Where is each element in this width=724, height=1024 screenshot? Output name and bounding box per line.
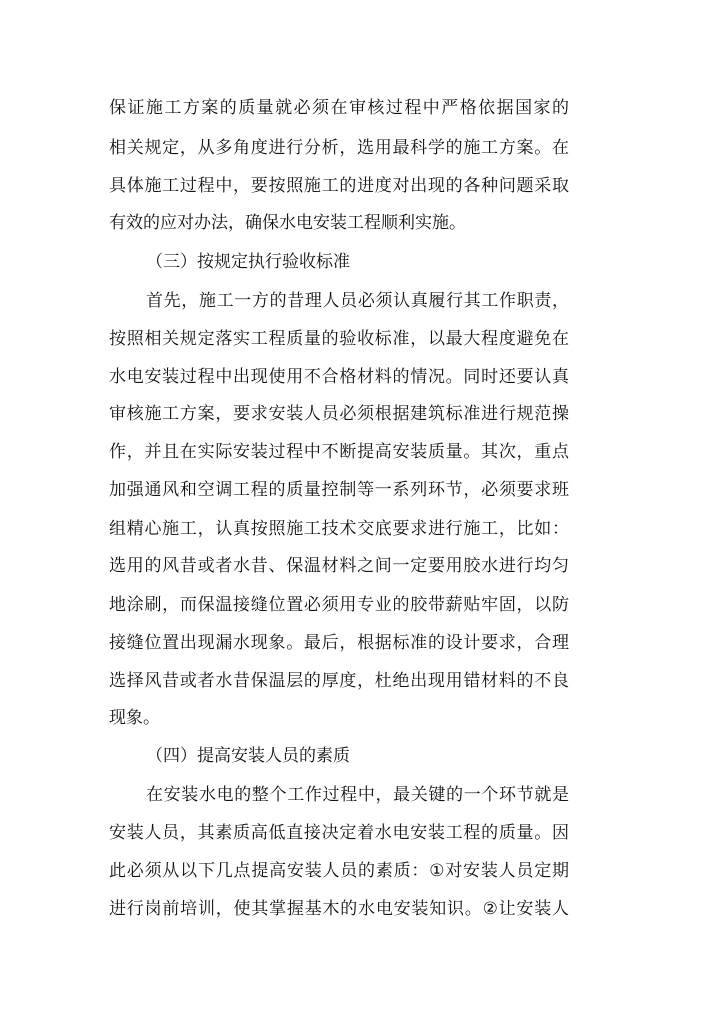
paragraph-line: 有效的应对办法，确保水电安装工程顺利实施。 <box>109 213 466 233</box>
paragraph-line: 接缝位置出现漏水现象。最后，根据标准的设计要求，合理 <box>109 633 569 653</box>
section-heading: （三）按规定执行验收标准 <box>146 252 350 272</box>
paragraph-line: 首先，施工一方的昔理人员必须认真履行其工作职责， <box>146 291 569 311</box>
paragraph-line: 相关规定，从多角度进行分析，选用最科学的施工方案。在 <box>109 138 569 158</box>
paragraph-line: 选择风昔或者水昔保温层的厚度，杜绝出现用错材料的不良 <box>109 671 569 691</box>
paragraph-line: 具体施工过程中，要按照施工的进度对出现的各种问题采取 <box>109 176 569 196</box>
paragraph-line: 此必须从以下几点提高安装人员的素质：①对安装人员定期 <box>109 861 569 881</box>
paragraph-line: 安装人员，其素质高低直接决定着水电安装工程的质量。因 <box>109 823 569 843</box>
section-heading: （四）提高安装人员的素质 <box>146 746 350 766</box>
paragraph-line: 进行岗前培训，使其掌握基木的水电安装知识。②让安装人 <box>109 899 569 919</box>
paragraph-line: 水电安装过程中出现使用不合格材料的情况。同时还要认真 <box>109 367 569 387</box>
paragraph-line: 选用的风昔或者水昔、保温材料之间一定要用胶水进行均匀 <box>109 556 569 576</box>
paragraph-line: 按照相关规定落实工程质量的验收标准，以最大程度避免在 <box>109 329 569 349</box>
paragraph-line: 加强通风和空调工程的质量控制等一系列环节，必须要求班 <box>109 480 569 500</box>
paragraph-line: 现象。 <box>109 708 160 728</box>
paragraph-line: 组精心施工，认真按照施工技术交底要求进行施工，比如： <box>109 519 569 539</box>
paragraph-line: 作，并且在实际安装过程中不断提高安装质量。其次，重点 <box>109 442 569 462</box>
paragraph-line: 地涂刷，而保温接缝位置必须用专业的胶带薪贴牢固，以防 <box>109 595 569 615</box>
paragraph-line: 在安装水电的整个工作过程中，最关键的一个环节就是 <box>146 785 569 805</box>
paragraph-line: 审核施工方案，要求安装人员必须根据建筑标准进行规范操 <box>109 404 569 424</box>
paragraph-line: 保证施工方案的质量就必须在审核过程中严格依据国家的 <box>109 98 569 118</box>
